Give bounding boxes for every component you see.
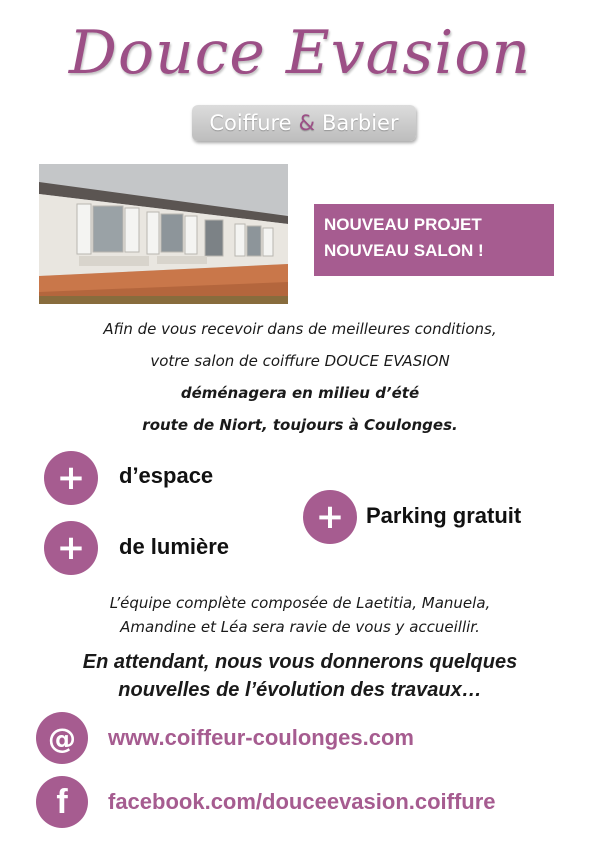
waiting-line-1: En attendant, nous vous donnerons quelques: [82, 651, 518, 673]
logo-subtitle-ampersand: &: [298, 111, 315, 135]
intro-line-4: route de Niort, toujours à Coulonges.: [142, 416, 458, 434]
announcement-box: [314, 204, 554, 276]
logo-title: Douce Evasion: [68, 18, 532, 88]
intro-line-1: Afin de vous recevoir dans de meilleures conditions,: [103, 320, 497, 338]
salon-building-photo: [39, 164, 288, 304]
feature-parking: Parking gratuit: [366, 503, 522, 528]
plus-icon: +: [44, 521, 98, 575]
logo-subtitle-coiffure: Coiffure: [209, 111, 292, 135]
facebook-icon: f: [36, 776, 88, 828]
feature-space: d’espace: [119, 463, 214, 488]
announcement-line-1: NOUVEAU PROJET: [324, 215, 482, 234]
waiting-line-2: nouvelles de l’évolution des travaux…: [118, 679, 482, 701]
announcement-line-2: NOUVEAU SALON !: [324, 241, 484, 260]
website-link[interactable]: www.coiffeur-coulonges.com: [108, 725, 414, 750]
logo-subtitle-banner: [192, 105, 416, 141]
logo-subtitle-barbier: Barbier: [321, 111, 399, 135]
plus-icon: +: [303, 490, 357, 544]
team-line-2: Amandine et Léa sera ravie de vous y accueillir.: [120, 618, 480, 636]
intro-line-2: votre salon de coiffure DOUCE EVASION: [150, 352, 450, 370]
at-icon: @: [36, 712, 88, 764]
plus-icon: +: [44, 451, 98, 505]
intro-line-3: déménagera en milieu d’été: [180, 384, 420, 402]
feature-light: de lumière: [119, 534, 230, 559]
facebook-link[interactable]: facebook.com/douceevasion.coiffure: [108, 789, 496, 814]
team-line-1: L’équipe complète composée de Laetitia, Manuela,: [109, 594, 491, 612]
